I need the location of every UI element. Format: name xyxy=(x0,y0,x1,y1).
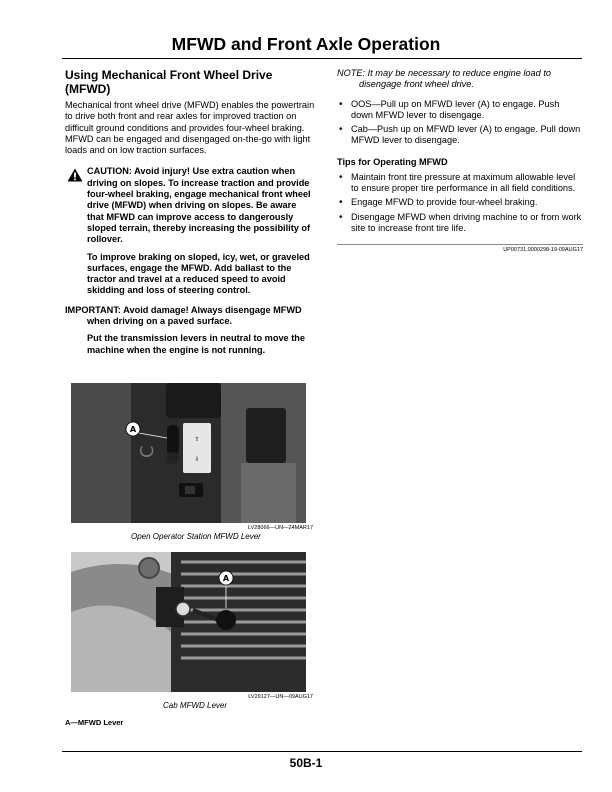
page-title: MFWD and Front Axle Operation xyxy=(171,34,441,54)
warning-triangle-icon xyxy=(67,168,83,182)
note-text: NOTE: It may be necessary to reduce engine load to disengage front wheel drive. xyxy=(337,68,551,90)
page-number: 50B-1 xyxy=(289,756,323,770)
cab-lever-photo xyxy=(71,552,306,692)
figure-legend: A—MFWD Lever xyxy=(65,718,124,727)
list-item: • OOS—Pull up on MFWD lever (A) to engage. Push down MFWD lever to disengage. xyxy=(337,99,583,122)
reference-code: UP00731,0000298-19-09AUG17 xyxy=(503,247,583,254)
section-heading: Using Mechanical Front Wheel Drive (MFWD) xyxy=(65,68,273,96)
list-item: • Maintain front tire pressure at maximum allowable level to ensure proper tire performance in all field conditions. xyxy=(337,172,583,195)
caution-text: CAUTION: Avoid injury! Use extra caution when driving on slopes. To increase traction and provide four-wheel braking, engage mechanical front wheel drive (MFWD) when driving on slopes. Be aware that MFWD can improve access to dangerously sloped terrain, thereby increasing the possibility of rollover. xyxy=(87,166,311,245)
title-divider xyxy=(62,58,582,59)
svg-text:⇧: ⇧ xyxy=(194,436,200,443)
svg-text:C: C xyxy=(137,445,158,458)
figure-id: LV29127—UN—09AUG17 xyxy=(248,694,313,700)
tips-list xyxy=(337,172,583,234)
tips-heading: Tips for Operating MFWD xyxy=(337,156,448,167)
figure-id: LV28066—UN—24MAR17 xyxy=(247,525,313,531)
list-item: • Disengage MFWD when driving machine to or from work site to increase front tire life. xyxy=(337,212,583,235)
important-text-2: Put the transmission levers in neutral to move the machine when the engine is not running. xyxy=(87,333,306,355)
figure-caption: Cab MFWD Lever xyxy=(163,701,228,710)
reference-divider xyxy=(337,244,583,245)
caution-block xyxy=(65,166,315,296)
figure-open-station xyxy=(71,383,311,541)
callout-a: A xyxy=(222,574,230,583)
important-text: IMPORTANT: Avoid damage! Always disengage MFWD when driving on a paved surface. xyxy=(65,304,302,327)
open-station-lever-photo xyxy=(71,383,306,523)
callout-a: A xyxy=(129,425,137,434)
important-block xyxy=(65,305,315,356)
footer-divider xyxy=(62,751,582,752)
svg-text:⇩: ⇩ xyxy=(194,456,200,463)
list-item: • Cab—Push up on MFWD lever (A) to engage. Pull down MFWD lever to disengage. xyxy=(337,124,583,147)
lever-instructions-list xyxy=(337,99,583,147)
caution-text-2: To improve braking on sloped, icy, wet, or graveled surfaces, engage the MFWD. Add ballast to the tractor and travel at a reduced speed to avoid skidding and loss of steering control. xyxy=(87,251,310,296)
figure-caption: Open Operator Station MFWD Lever xyxy=(131,532,261,541)
left-column xyxy=(65,68,315,356)
list-item: • Engage MFWD to provide four-wheel braking. xyxy=(337,197,583,208)
intro-paragraph: Mechanical front wheel drive (MFWD) enables the powertrain to drive both front and rear axles for improved traction on difficult ground conditions and provides four-wheel braking. MFWD can be engaged and disengaged on-the-go with light loads and on low traction surfaces. xyxy=(65,100,315,156)
right-column xyxy=(337,68,583,253)
figure-cab xyxy=(71,552,311,710)
